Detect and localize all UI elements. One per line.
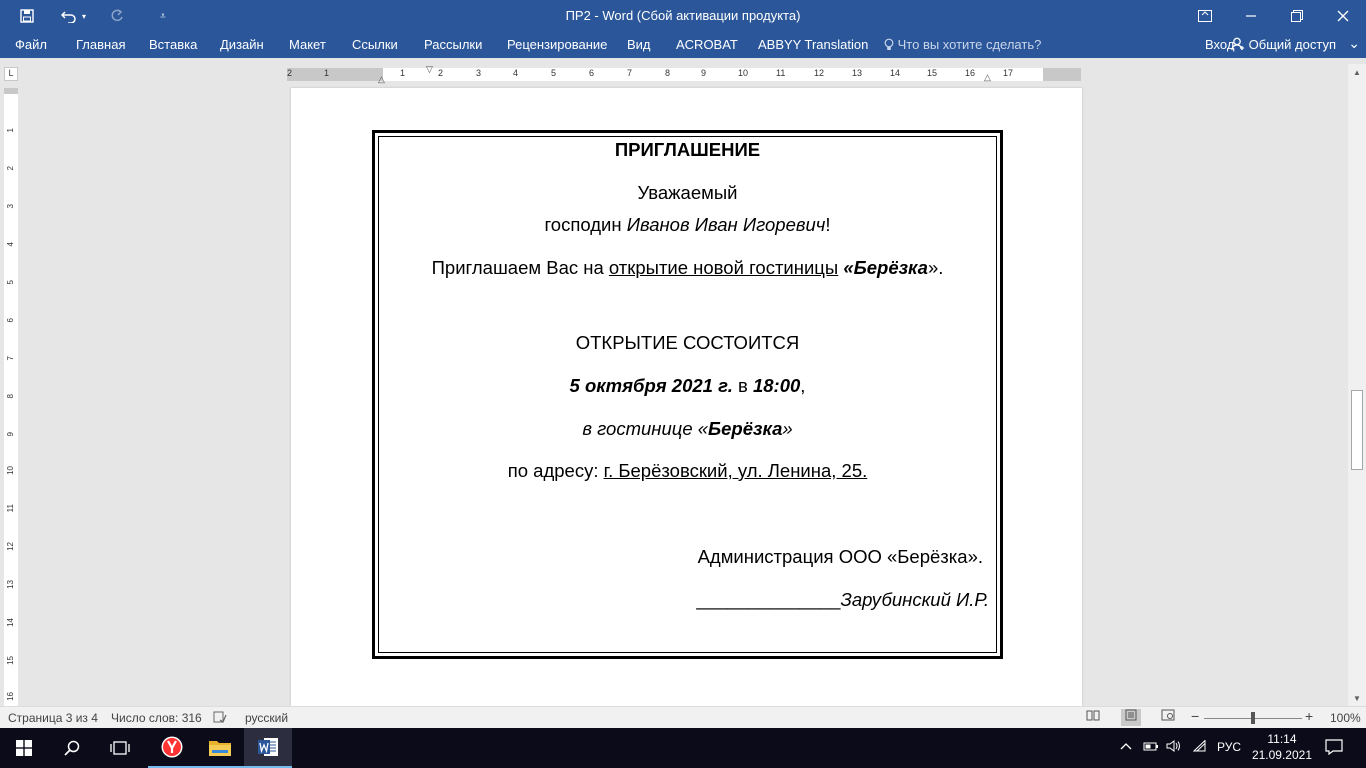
ribbon-display-options-icon[interactable] xyxy=(1182,0,1228,32)
tab-view[interactable]: Вид xyxy=(627,37,651,52)
task-view-icon[interactable] xyxy=(96,728,144,768)
tell-me-text: Что вы хотите сделать? xyxy=(897,37,1042,52)
zoom-in-button[interactable]: + xyxy=(1305,708,1314,724)
tab-acrobat[interactable]: ACROBAT xyxy=(676,37,738,52)
ruler-number: 12 xyxy=(814,68,825,78)
address-line xyxy=(379,460,996,482)
ruler-number: 2 xyxy=(287,68,293,78)
ribbon-tabs xyxy=(0,32,1366,58)
battery-icon[interactable] xyxy=(1143,740,1159,755)
ruler-number: 7 xyxy=(627,68,633,78)
title-bar xyxy=(0,0,1366,32)
file-explorer-icon[interactable] xyxy=(196,728,244,768)
tab-design[interactable]: Дизайн xyxy=(220,37,264,52)
read-mode-icon[interactable] xyxy=(1083,709,1103,726)
signatory-name: Зарубинский И.Р. xyxy=(840,589,989,610)
greeting-prefix: господин xyxy=(544,214,627,235)
first-line-indent-marker[interactable]: ▽ xyxy=(426,64,433,74)
event-text: открытие новой гостиницы xyxy=(608,257,839,278)
invitation-heading: ПРИГЛАШЕНИЕ xyxy=(614,139,761,160)
ruler-number: 14 xyxy=(890,68,901,78)
ruler-number: 4 xyxy=(513,68,519,78)
person-icon xyxy=(1231,37,1249,52)
ruler-number: 1 xyxy=(400,68,406,78)
ruler-number: 5 xyxy=(6,280,15,285)
ruler-number: 15 xyxy=(927,68,938,78)
guest-name: Иванов Иван Игоревич xyxy=(626,214,826,235)
date-connector: в xyxy=(732,375,753,396)
greeting-suffix: ! xyxy=(825,214,831,235)
clock-time: 11:14 xyxy=(1267,732,1297,746)
ruler-number: 14 xyxy=(6,618,15,627)
volume-icon[interactable] xyxy=(1166,740,1182,755)
signature-blank: ______________ xyxy=(696,589,841,610)
clock[interactable] xyxy=(1252,731,1312,763)
scroll-up-icon[interactable]: ▲ xyxy=(1353,68,1361,77)
ruler-number: 16 xyxy=(6,692,15,701)
page-count[interactable]: Страница 3 из 4 xyxy=(8,711,98,725)
notifications-icon[interactable] xyxy=(1325,739,1343,758)
address-prefix: по адресу: xyxy=(507,460,604,481)
ruler-number: 11 xyxy=(776,68,786,78)
network-icon[interactable] xyxy=(1193,740,1207,755)
horizontal-ruler[interactable] xyxy=(287,68,1081,81)
ruler-number: 7 xyxy=(6,356,15,361)
ruler-number: 10 xyxy=(738,68,749,78)
admin-line: Администрация ООО «Берёзка». xyxy=(697,546,983,567)
ruler-area xyxy=(0,58,1348,88)
greeting-line-2 xyxy=(379,214,996,236)
ruler-number: 6 xyxy=(6,318,15,323)
tab-insert[interactable]: Вставка xyxy=(149,37,198,52)
ruler-number: 13 xyxy=(6,580,15,589)
greeting-line-1: Уважаемый xyxy=(637,182,738,203)
signature-line xyxy=(379,589,989,611)
ruler-number: 13 xyxy=(852,68,863,78)
document-page[interactable] xyxy=(291,88,1082,706)
ruler-number: 2 xyxy=(6,166,15,171)
windows-start-icon[interactable] xyxy=(0,728,48,768)
scroll-down-icon[interactable]: ▼ xyxy=(1353,694,1361,703)
expand-ribbon-icon[interactable]: ⌄ xyxy=(1348,35,1360,51)
place-suffix: » xyxy=(782,418,793,439)
invite-prefix: Приглашаем Вас на xyxy=(431,257,609,278)
vertical-ruler[interactable] xyxy=(4,88,18,706)
tab-abbyy-translation[interactable]: ABBYY Translation xyxy=(758,37,869,52)
proofing-icon[interactable] xyxy=(213,711,227,726)
tab-layout[interactable]: Макет xyxy=(289,37,326,52)
ruler-number: 9 xyxy=(701,68,707,78)
invitation-line xyxy=(379,257,996,279)
ruler-number: 15 xyxy=(6,656,15,665)
ruler-number: 4 xyxy=(6,242,15,247)
ruler-number: 12 xyxy=(6,542,15,551)
right-margin-area xyxy=(1043,68,1081,81)
language-indicator[interactable]: русский xyxy=(245,711,289,725)
ruler-number: 1 xyxy=(324,68,330,78)
zoom-slider-thumb[interactable] xyxy=(1251,712,1255,724)
tab-file[interactable]: Файл xyxy=(15,37,47,52)
share-button[interactable] xyxy=(1231,37,1336,52)
customize-toolbar-icon[interactable]: ⩡ xyxy=(160,10,166,22)
left-margin-area xyxy=(287,68,383,81)
zoom-out-button[interactable]: − xyxy=(1191,708,1200,724)
date-time-line xyxy=(379,375,996,397)
address-value: г. Берёзовский, ул. Ленина, 25. xyxy=(603,460,868,481)
opening-caption: ОТКРЫТИЕ СОСТОИТСЯ xyxy=(575,332,800,353)
ruler-number: 3 xyxy=(476,68,482,78)
event-date: 5 октября 2021 г. xyxy=(569,375,733,396)
windows-taskbar xyxy=(0,728,1366,768)
tab-selector-button[interactable]: L xyxy=(4,67,18,81)
left-indent-marker[interactable]: △ xyxy=(378,74,385,84)
ruler-number: 9 xyxy=(6,432,15,437)
undo-dropdown-icon[interactable]: ▾ xyxy=(81,11,86,21)
tab-review[interactable]: Рецензирование xyxy=(507,37,608,52)
page-border-inner xyxy=(378,136,997,653)
ruler-number: 8 xyxy=(665,68,671,78)
close-button[interactable] xyxy=(1320,0,1366,32)
tab-references[interactable]: Ссылки xyxy=(352,37,398,52)
restore-button[interactable] xyxy=(1274,0,1320,32)
print-layout-icon[interactable] xyxy=(1121,709,1141,726)
word-app-icon[interactable] xyxy=(244,728,292,768)
ruler-number: 10 xyxy=(6,466,15,475)
show-hidden-icons-icon[interactable] xyxy=(1120,740,1132,754)
lightbulb-icon xyxy=(884,37,898,52)
invite-suffix: ». xyxy=(927,257,944,278)
ruler-number: 8 xyxy=(6,394,15,399)
ruler-number: 6 xyxy=(589,68,595,78)
hotel-name: «Берёзка xyxy=(843,257,928,278)
ruler-number: 1 xyxy=(6,128,15,133)
place-prefix: в гостинице « xyxy=(582,418,709,439)
share-label: Общий доступ xyxy=(1248,37,1336,52)
web-layout-icon[interactable] xyxy=(1158,709,1178,726)
page-border xyxy=(372,130,1003,659)
word-count[interactable]: Число слов: 316 xyxy=(111,711,202,725)
top-margin-area xyxy=(4,88,18,94)
input-language[interactable]: РУС xyxy=(1217,740,1242,754)
scrollbar-thumb[interactable] xyxy=(1351,390,1363,470)
clock-date: 21.09.2021 xyxy=(1251,748,1312,762)
event-time: 18:00 xyxy=(752,375,801,396)
ruler-number: 16 xyxy=(965,68,976,78)
ruler-number: 5 xyxy=(551,68,557,78)
yandex-browser-icon[interactable] xyxy=(148,728,196,768)
right-indent-marker[interactable]: △ xyxy=(984,72,991,82)
search-icon[interactable] xyxy=(48,728,96,768)
ruler-number: 11 xyxy=(6,504,15,513)
date-suffix: , xyxy=(800,375,806,396)
window-title: ПР2 - Word (Сбой активации продукта) xyxy=(565,8,801,23)
signin-link[interactable]: Вход xyxy=(1205,37,1235,52)
tab-mailings[interactable]: Рассылки xyxy=(424,37,483,52)
tell-me-box[interactable] xyxy=(884,37,1041,52)
ruler-number: 3 xyxy=(6,204,15,209)
minimize-button[interactable] xyxy=(1228,0,1274,32)
ruler-number: 2 xyxy=(438,68,444,78)
status-bar xyxy=(0,706,1366,728)
place-line xyxy=(379,418,996,440)
place-hotel-name: Берёзка xyxy=(708,418,783,439)
tab-home[interactable]: Главная xyxy=(76,37,126,52)
ruler-number: 17 xyxy=(1003,68,1014,78)
zoom-level[interactable]: 100% xyxy=(1330,711,1361,725)
vertical-scrollbar[interactable] xyxy=(1348,64,1366,706)
